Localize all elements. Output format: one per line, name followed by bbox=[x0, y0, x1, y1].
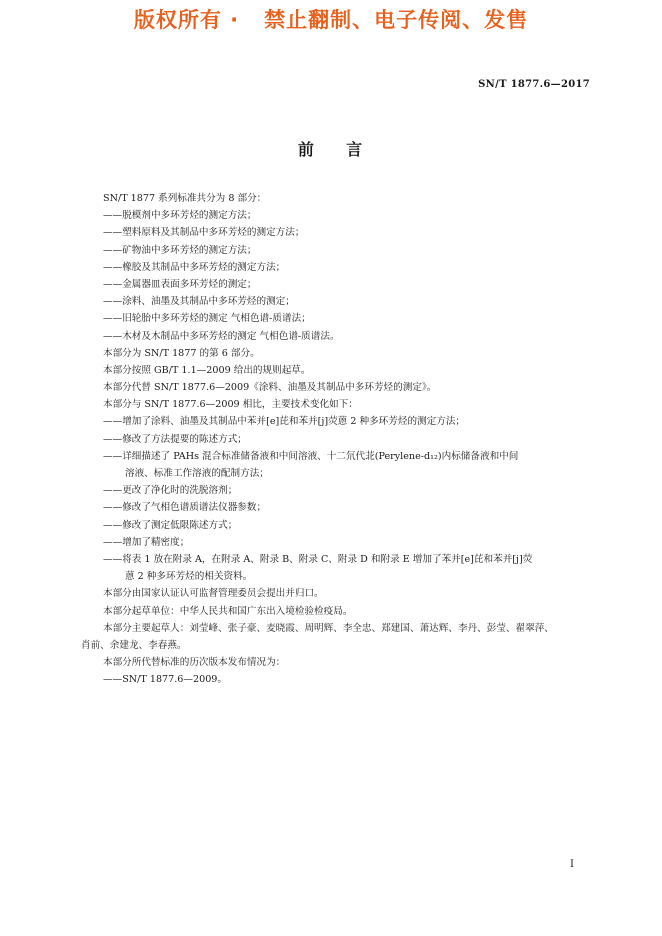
standard-number: SN/T 1877.6—2017 bbox=[478, 79, 590, 90]
text-line: ——脱模剂中多环芳烃的测定方法； bbox=[103, 210, 257, 222]
text-line: ——SN/T 1877.6—2009。 bbox=[103, 674, 228, 686]
text-line: 本部分为 SN/T 1877 的第 6 部分。 bbox=[103, 347, 260, 359]
text-line: 本部分起草单位：中华人民共和国广东出入境检验检疫局。 bbox=[103, 605, 353, 617]
text-line: ——更改了净化时的洗脱溶剂； bbox=[103, 485, 238, 497]
text-line: ——橡胶及其制品中多环芳烃的测定方法； bbox=[103, 261, 286, 273]
text-line: ——增加了精密度； bbox=[103, 536, 190, 548]
text-line: 本部分与 SN/T 1877.6—2009 相比，主要技术变化如下： bbox=[103, 399, 358, 411]
text-line: 本部分按照 GB/T 1.1—2009 给出的规则起草。 bbox=[103, 364, 311, 376]
page-number: I bbox=[570, 859, 574, 870]
text-line: 蒽 2 种多环芳烃的相关资料。 bbox=[125, 571, 253, 583]
text-line: ——旧轮胎中多环芳烃的测定 气相色谱-质谱法； bbox=[103, 313, 311, 325]
text-line: 本部分代替 SN/T 1877.6—2009《涂料、油墨及其制品中多环芳烃的测定》。 bbox=[103, 382, 437, 394]
text-line: ——金属器皿表面多环芳烃的测定； bbox=[103, 278, 257, 290]
text-line: ——修改了测定低限陈述方式； bbox=[103, 519, 238, 531]
text-line: ——木材及木制品中多环芳烃的测定 气相色谱-质谱法。 bbox=[103, 330, 340, 342]
copyright-banner: 版权所有 · 禁止翻制、电子传阅、发售 bbox=[133, 8, 529, 32]
text-line: ——将表 1 放在附录 A，在附录 A、附录 B、附录 C、附录 D 和附录 E 增加了苯并[e]芘和苯并[j]荧 bbox=[103, 553, 533, 565]
text-line: 溶液、标准工作溶液的配制方法； bbox=[125, 468, 269, 479]
text-line: 本部分主要起草人：刘莹峰、张子豪、麦晓霞、周明辉、李全忠、郑建国、萧达辉、李丹、彭莹、翟翠萍、 bbox=[103, 622, 554, 634]
text-line: ——涂料、油墨及其制品中多环芳烃的测定； bbox=[103, 296, 295, 308]
text-line: 本部分由国家认证认可监督管理委员会提出并归口。 bbox=[103, 588, 324, 600]
foreword-body bbox=[81, 190, 593, 688]
text-line: ——修改了气相色谱质谱法仪器参数； bbox=[103, 502, 267, 514]
text-line: ——详细描述了 PAHs 混合标准储备液和中间溶液、十二氘代苝(Perylene-d₁₂)内标储备液和中间 bbox=[103, 450, 519, 462]
text-line: ——增加了涂料、油墨及其制品中苯并[e]芘和苯并[j]荧蒽 2 种多环芳烃的测定方法； bbox=[103, 416, 466, 428]
text-line: ——矿物油中多环芳烃的测定方法； bbox=[103, 244, 257, 256]
page-title: 前 言 bbox=[297, 140, 365, 159]
text-line: ——塑料原料及其制品中多环芳烃的测定方法； bbox=[103, 227, 305, 239]
text-line: SN/T 1877 系列标准共分为 8 部分： bbox=[103, 193, 267, 204]
text-line: 本部分所代替标准的历次版本发布情况为： bbox=[103, 657, 286, 669]
text-line: ——修改了方法提要的陈述方式； bbox=[103, 433, 247, 445]
text-line: 肖前、余建龙、李春燕。 bbox=[81, 639, 187, 651]
